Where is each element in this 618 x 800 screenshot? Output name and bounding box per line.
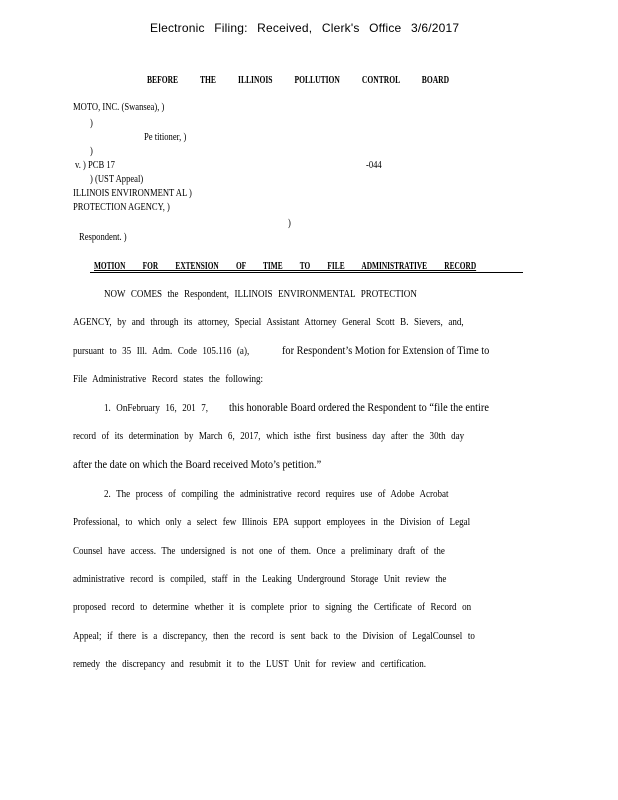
motion-title: MOTION FOR EXTENSION OF TIME TO FILE ADMINISTRATIVE RECORD xyxy=(94,261,477,272)
caption-line: Respondent. ) xyxy=(79,231,127,243)
body-line: Professional, to which only a select few Illinois EPA support employees in the Division of Legal xyxy=(73,516,471,528)
body-line: this honorable Board ordered the Respondent to “file the entire xyxy=(229,400,489,414)
caption-line: ) (UST Appeal) xyxy=(90,173,144,185)
caption-line: ILLINOIS ENVIRONMENT AL ) xyxy=(73,187,192,199)
body-line: after the date on which the Board received Moto’s petition.” xyxy=(73,457,322,471)
body-line: AGENCY, by and through its attorney, Special Assistant Attorney General Scott B. Sievers, and, xyxy=(73,316,464,328)
body-line: pursuant to 35 Ill. Adm. Code 105.116 (a), xyxy=(73,345,250,357)
caption-heading: BEFORE THE ILLINOIS POLLUTION CONTROL BOARD xyxy=(147,75,450,86)
body-line: for Respondent’s Motion for Extension of Time to xyxy=(282,343,490,357)
caption-line: v. ) PCB 17 xyxy=(75,159,115,171)
caption-line: ) xyxy=(288,217,291,229)
caption-line: ) xyxy=(90,145,93,157)
caption-line: ) xyxy=(90,117,93,129)
caption-line: Pe titioner, ) xyxy=(144,131,187,143)
caption-line: MOTO, INC. (Swansea), ) xyxy=(73,101,165,113)
body-line: NOW COMES the Respondent, ILLINOIS ENVIRONMENTAL PROTECTION xyxy=(104,288,417,300)
body-line: 1. OnFebruary 16, 201 7, xyxy=(104,402,209,414)
body-line: remedy the discrepancy and resubmit it to the LUST Unit for review and certification. xyxy=(73,658,427,670)
body-line: 2. The process of compiling the administrative record requires use of Adobe Acrobat xyxy=(104,488,449,500)
body-line: Counsel have access. The undersigned is not one of them. Once a preliminary draft of the xyxy=(73,545,445,557)
caption-line: PROTECTION AGENCY, ) xyxy=(73,201,170,213)
filing-stamp: Electronic Filing: Received, Clerk's Office 3/6/2017 xyxy=(150,21,460,35)
title-underline xyxy=(90,272,523,273)
body-line: administrative record is compiled, staff in the Leaking Underground Storage Unit review the xyxy=(73,573,447,585)
body-line: proposed record to determine whether it is complete prior to signing the Certificate of Record on xyxy=(73,601,472,613)
body-line: File Administrative Record states the following: xyxy=(73,373,264,385)
body-line: Appeal; if there is a discrepancy, then the record is sent back to the Division of LegalCounsel to xyxy=(73,630,475,642)
docket-number: -044 xyxy=(366,159,382,171)
body-line: record of its determination by March 6, 2017, which isthe first business day after the 30th day xyxy=(73,430,465,442)
